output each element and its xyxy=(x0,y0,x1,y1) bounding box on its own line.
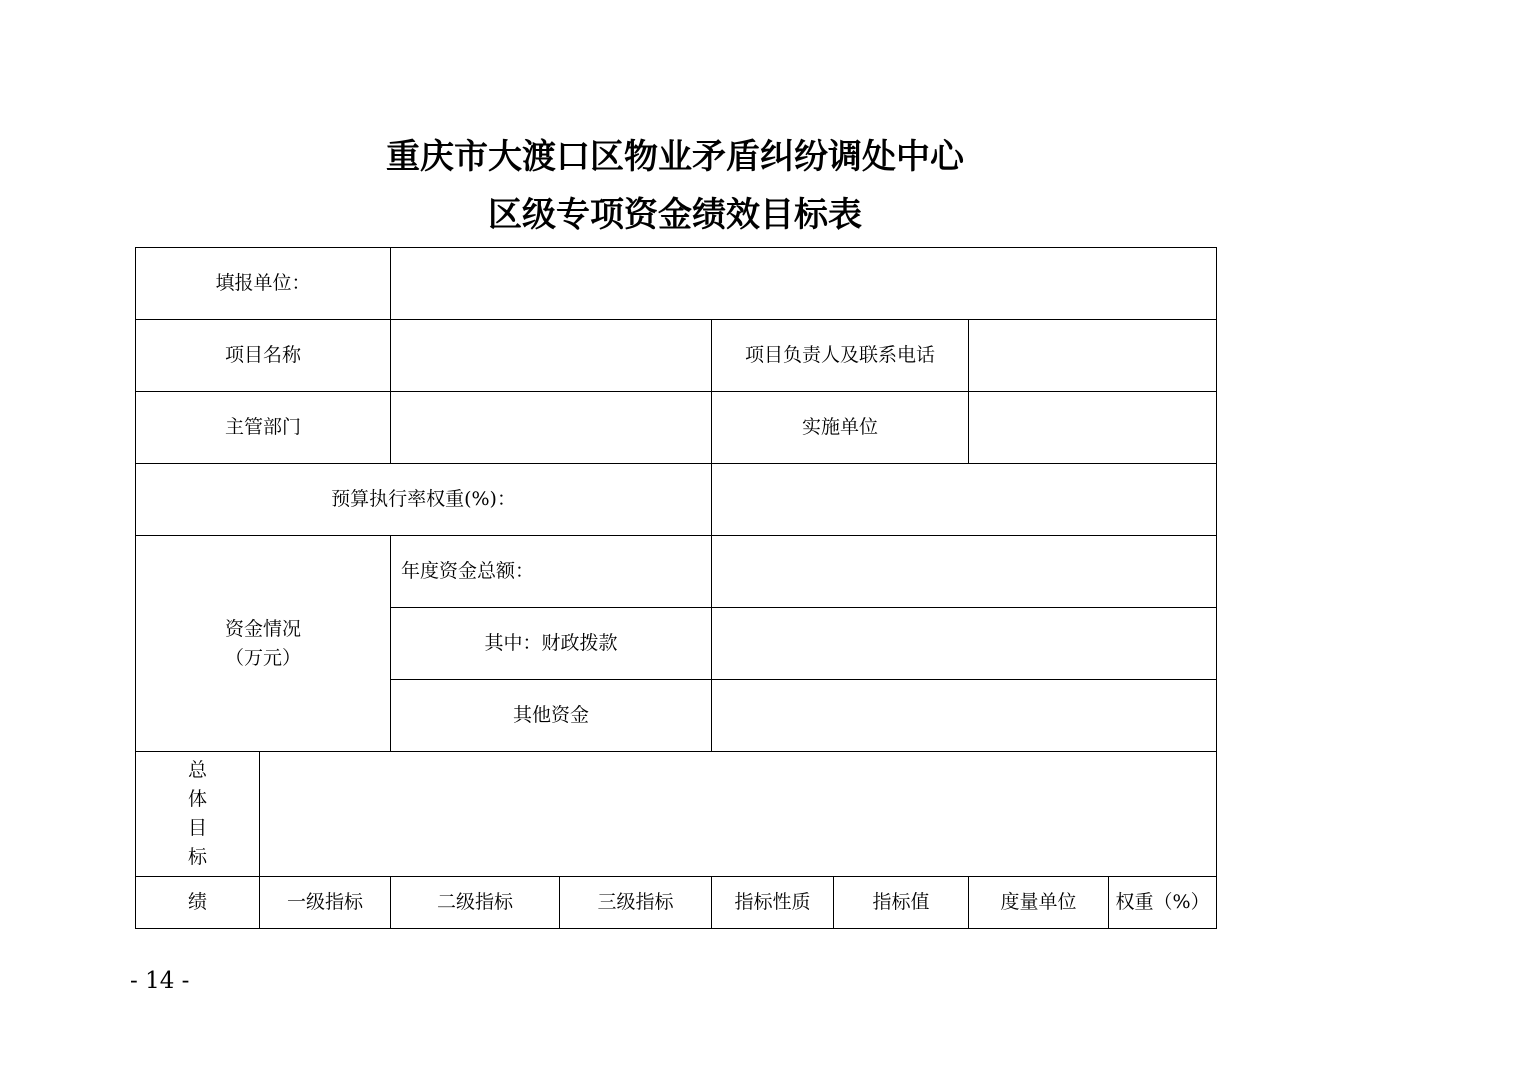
row-fill-unit xyxy=(136,248,1217,320)
impl-unit-label: 实施单位 xyxy=(712,392,969,464)
dept-field[interactable] xyxy=(391,392,712,464)
project-leader-label: 项目负责人及联系电话 xyxy=(712,320,969,392)
perf-label: 绩 xyxy=(136,877,260,929)
overall-goal-char: 标 xyxy=(187,846,207,868)
fill-unit-label: 填报单位： xyxy=(136,248,391,320)
page-number: - 14 - xyxy=(130,968,190,994)
fiscal-field[interactable] xyxy=(712,608,1217,680)
budget-rate-label: 预算执行率权重(%)： xyxy=(136,464,712,536)
header-measure-unit: 度量单位 xyxy=(969,877,1109,929)
funds-label-line2: （万元） xyxy=(225,646,302,669)
header-level2-indicator: 二级指标 xyxy=(391,877,560,929)
header-level3-indicator: 三级指标 xyxy=(560,877,712,929)
project-leader-field[interactable] xyxy=(969,320,1217,392)
row-department xyxy=(136,392,1217,464)
overall-goal-field[interactable] xyxy=(260,752,1217,877)
overall-goal-char: 目 xyxy=(187,817,207,839)
project-name-field[interactable] xyxy=(391,320,712,392)
header-indicator-nature: 指标性质 xyxy=(712,877,834,929)
document-title-line1: 重庆市大渡口区物业矛盾纠纷调处中心 xyxy=(386,137,964,177)
other-funds-label: 其他资金 xyxy=(391,680,712,752)
overall-goal-char: 总 xyxy=(187,759,207,781)
header-indicator-value: 指标值 xyxy=(834,877,969,929)
dept-label: 主管部门 xyxy=(136,392,391,464)
project-name-label: 项目名称 xyxy=(136,320,391,392)
fiscal-label: 其中：财政拨款 xyxy=(391,608,712,680)
row-budget-rate xyxy=(136,464,1217,536)
header-weight: 权重（%） xyxy=(1109,877,1217,929)
other-funds-field[interactable] xyxy=(712,680,1217,752)
row-annual-total xyxy=(136,536,1217,608)
row-indicator-header xyxy=(136,877,1217,929)
row-project-name xyxy=(136,320,1217,392)
overall-goal-label xyxy=(136,752,260,877)
performance-goal-table xyxy=(135,247,1217,929)
annual-total-field[interactable] xyxy=(712,536,1217,608)
funds-label xyxy=(136,536,391,752)
document-title-line2: 区级专项资金绩效目标表 xyxy=(488,195,862,235)
header-level1-indicator: 一级指标 xyxy=(260,877,391,929)
overall-goal-char: 体 xyxy=(187,788,207,810)
impl-unit-field[interactable] xyxy=(969,392,1217,464)
budget-rate-field[interactable] xyxy=(712,464,1217,536)
annual-total-label: 年度资金总额： xyxy=(391,536,712,608)
funds-label-line1: 资金情况 xyxy=(225,618,302,640)
row-overall-goal xyxy=(136,752,1217,877)
fill-unit-field[interactable] xyxy=(391,248,1217,320)
